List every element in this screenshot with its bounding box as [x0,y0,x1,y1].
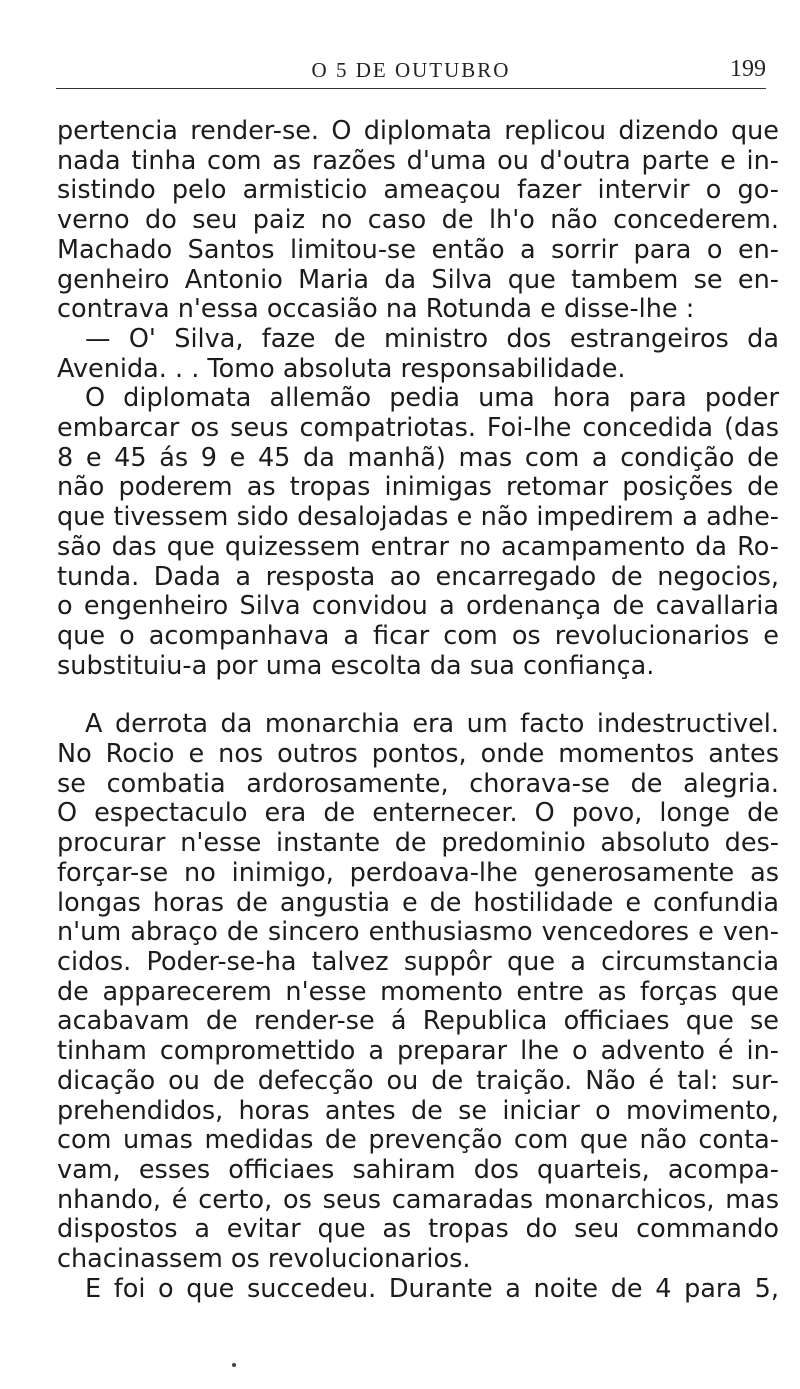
text-line: O diplomata allemão pedia uma hora para poder [85,383,779,414]
page-number: 199 [730,56,766,82]
print-speck [232,1363,236,1367]
text-line: procurar n'esse instante de predominio absoluto des- [57,828,779,859]
text-line: prehendidos, horas antes de se iniciar o movimento, [57,1095,779,1126]
text-line: Machado Santos limitou-se então a sorrir para o en- [57,234,779,265]
text-line: sistindo pelo armisticio ameaçou fazer intervir o go- [57,175,779,206]
body-text [57,117,779,1304]
text-line: dispostos a evitar que as tropas do seu commando [57,1214,779,1245]
text-line: nada tinha com as razões d'uma ou d'outra parte e in- [57,145,779,176]
text-line: 8 e 45 ás 9 e 45 da manhã) mas com a condição de [57,442,779,473]
paragraph-what-happened [57,1275,779,1305]
text-line: pertencia render-se. O diplomata replicou dizendo que [57,116,779,146]
text-line: tunda. Dada a resposta ao encarregado de negocios, [57,561,779,592]
header-rule [56,88,766,89]
text-line: são das que quizessem entrar no acampamento da Ro- [57,531,779,562]
text-line: se combatia ardorosamente, chorava-se de alegria. [57,768,779,799]
text-line: chacinassem os revolucionarios. [57,1244,471,1275]
text-line: embarcar os seus compatriotas. Foi-lhe concedida (das [57,413,779,444]
text-line: tinham compromettido a preparar lhe o advento é in- [57,1036,779,1067]
paragraph-dialogue [57,325,779,384]
chapter-title: O 5 DE OUTUBRO [311,58,511,82]
text-line: que tivessem sido desalojadas e não impedirem a adhe- [57,502,779,533]
text-line: E foi o que succedeu. Durante a noite de 4 para 5, [85,1273,779,1304]
text-line: vam, esses officiaes sahiram dos quarteis, acompa- [57,1154,779,1185]
text-line: Avenida. . . Tomo absoluta responsabilidade. [57,353,626,384]
paragraph-diplomat-reply [57,117,779,325]
text-line: forçar-se no inimigo, perdoava-lhe generosamente as [57,857,779,888]
text-line: genheiro Antonio Maria da Silva que tambem se en- [57,264,779,295]
text-line: — O' Silva, faze de ministro dos estrangeiros da [85,323,779,354]
paragraph-monarchy-defeat [57,710,779,1274]
text-line: longas horas de angustia e de hostilidade e confundia [57,887,779,918]
text-line: o engenheiro Silva convidou a ordenança de cavallaria [57,591,779,622]
text-line: n'um abraço de sincero enthusiasmo vencedores e ven- [57,917,779,948]
text-line: O espectaculo era de enternecer. O povo, longe de [57,798,779,829]
paragraph-german-diplomat [57,384,779,681]
text-line: contrava n'essa occasião na Rotunda e disse-lhe : [57,294,695,325]
text-line: A derrota da monarchia era um facto indestructivel. [85,709,779,740]
text-line: dicação ou de defecção ou de traição. Não é tal: sur- [57,1065,779,1096]
text-line: cidos. Poder-se-ha talvez suppôr que a circumstancia [57,946,779,977]
text-line: com umas medidas de prevenção com que não conta- [57,1125,779,1156]
section-gap [57,681,779,710]
text-line: substituiu-a por uma escolta da sua confiança. [57,650,655,681]
text-line: acabavam de render-se á Republica officiaes que se [57,1006,779,1037]
text-line: verno do seu paiz no caso de lh'o não concederem. [57,205,779,236]
text-line: que o acompanhava a ficar com os revolucionarios e [57,620,779,651]
text-line: de apparecerem n'esse momento entre as forças que [57,976,779,1007]
running-header [56,56,766,86]
text-line: nhando, é certo, os seus camaradas monarchicos, mas [57,1184,779,1215]
text-line: No Rocio e nos outros pontos, onde momentos antes [57,739,779,770]
text-line: não poderem as tropas inimigas retomar posições de [57,472,779,503]
